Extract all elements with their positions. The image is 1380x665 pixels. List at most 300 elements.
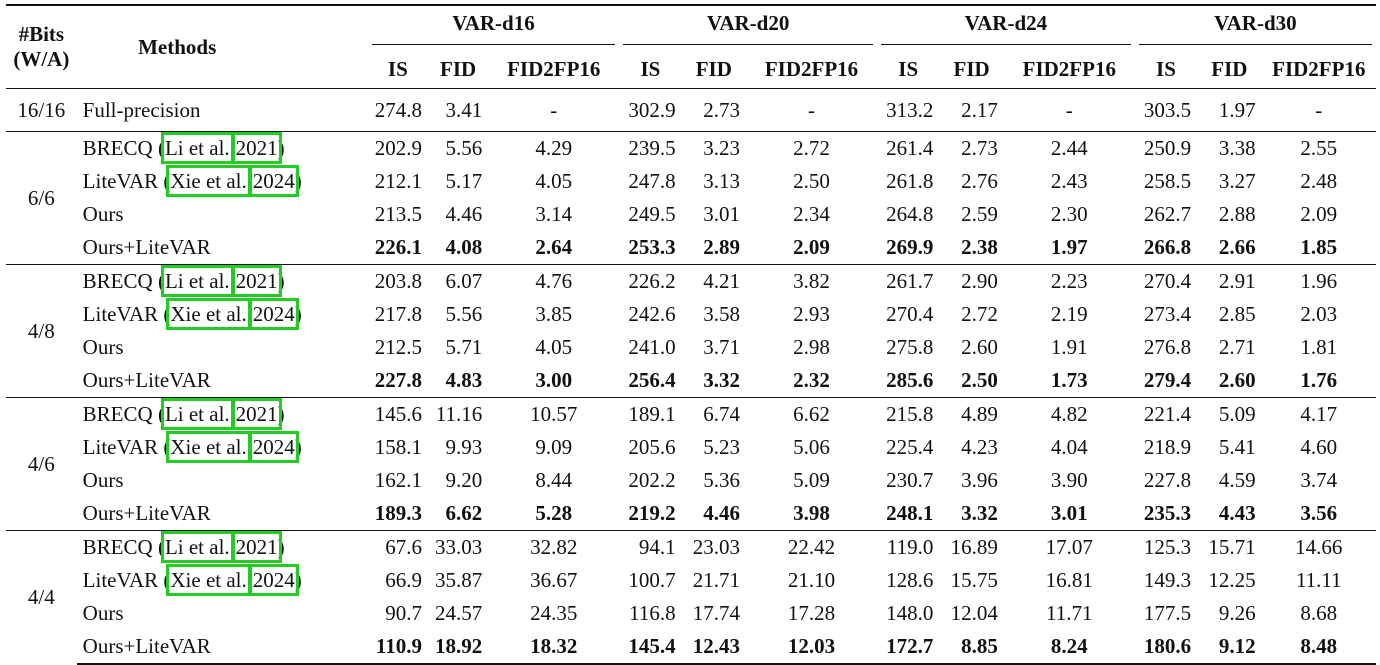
value-cell: 227.8 bbox=[1143, 468, 1192, 492]
citation-year-link[interactable]: 2021 bbox=[235, 535, 278, 559]
value-cell: 3.41 bbox=[428, 89, 488, 132]
metric-header: FID bbox=[695, 56, 732, 81]
value-cell: 4.59 bbox=[1218, 468, 1256, 492]
value-cell: 9.26 bbox=[1218, 601, 1256, 625]
value-cell: 1.96 bbox=[1262, 265, 1376, 299]
value-cell: 2.72 bbox=[746, 132, 877, 166]
value-cell: 10.57 bbox=[488, 398, 619, 432]
value-cell: 35.87 bbox=[435, 568, 483, 592]
metric-header: FID2FP16 bbox=[764, 56, 859, 81]
method-cell bbox=[77, 497, 368, 531]
value-cell: 313.2 bbox=[877, 89, 939, 132]
value-cell: 242.6 bbox=[628, 302, 676, 326]
value-cell: 2.09 bbox=[793, 235, 830, 259]
value-cell: 2.50 bbox=[961, 368, 998, 392]
value-cell: 9.12 bbox=[1197, 630, 1261, 664]
value-cell: 8.44 bbox=[535, 468, 573, 492]
value-cell: 1.97 bbox=[1197, 89, 1261, 132]
method-cell bbox=[77, 364, 368, 398]
value-cell: 247.8 bbox=[628, 169, 676, 193]
citation-author-link[interactable]: Xie et al. bbox=[170, 169, 247, 193]
value-cell: 11.11 bbox=[1295, 568, 1342, 592]
value-cell: 2.64 bbox=[535, 235, 573, 259]
value-cell: 17.07 bbox=[1004, 531, 1135, 565]
results-table-container bbox=[6, 4, 1376, 665]
value-cell: 5.36 bbox=[703, 468, 741, 492]
value-cell: 4.76 bbox=[488, 265, 619, 299]
value-cell: 235.3 bbox=[1143, 501, 1192, 525]
value-cell: 5.28 bbox=[535, 501, 573, 525]
value-cell: 189.1 bbox=[619, 398, 681, 432]
value-cell: 4.43 bbox=[1218, 501, 1256, 525]
value-cell: 3.00 bbox=[535, 368, 573, 392]
value-cell: 3.32 bbox=[703, 368, 741, 392]
methods-header: Methods bbox=[77, 5, 368, 89]
quantization-results-table bbox=[6, 4, 1376, 665]
value-cell: 1.91 bbox=[1050, 335, 1088, 359]
method-name: Ours bbox=[82, 202, 124, 226]
value-cell: 302.9 bbox=[619, 89, 681, 132]
citation-year-link[interactable]: 2021 bbox=[235, 269, 278, 293]
value-cell: 67.6 bbox=[368, 531, 428, 565]
value-cell: 18.92 bbox=[428, 630, 488, 664]
group-header-label: VAR-d30 bbox=[1139, 11, 1372, 45]
value-cell: 3.82 bbox=[746, 265, 877, 299]
method-name: Ours bbox=[82, 601, 124, 625]
metric-header: FID2FP16 bbox=[1022, 56, 1116, 81]
value-cell: 1.76 bbox=[1300, 368, 1338, 392]
value-cell: 270.4 bbox=[1135, 265, 1197, 299]
value-cell: 212.5 bbox=[374, 335, 422, 359]
value-cell: 253.3 bbox=[628, 235, 676, 259]
value-cell: 2.03 bbox=[1300, 302, 1338, 326]
value-cell: 248.1 bbox=[886, 501, 934, 525]
value-cell: 149.3 bbox=[1143, 568, 1192, 592]
table-row bbox=[6, 431, 1376, 464]
value-cell: 116.8 bbox=[629, 601, 676, 625]
value-cell: 24.57 bbox=[435, 601, 483, 625]
citation-author-link[interactable]: Li et al. bbox=[164, 136, 230, 160]
value-cell: 158.1 bbox=[374, 435, 422, 459]
value-cell: 3.96 bbox=[961, 468, 998, 492]
value-cell: 1.73 bbox=[1050, 368, 1088, 392]
value-cell: 261.8 bbox=[886, 169, 934, 193]
metric-header: FID2FP16 bbox=[1272, 56, 1366, 81]
value-cell: 2.76 bbox=[961, 169, 998, 193]
value-cell: 9.93 bbox=[445, 435, 483, 459]
value-cell: 4.83 bbox=[445, 368, 483, 392]
method-cell: Full-precision bbox=[77, 89, 368, 132]
bits-header-sub: (W/A) bbox=[13, 47, 70, 71]
value-cell: 16.89 bbox=[939, 531, 1003, 565]
method-name: Ours bbox=[82, 335, 124, 359]
value-cell: 12.25 bbox=[1208, 568, 1256, 592]
metric-header: FID bbox=[953, 56, 990, 81]
value-cell: 2.91 bbox=[1197, 265, 1261, 299]
value-cell: 258.5 bbox=[1143, 169, 1192, 193]
value-cell: - bbox=[1262, 89, 1376, 132]
value-cell: 17.74 bbox=[692, 601, 741, 625]
value-cell: 2.48 bbox=[1300, 169, 1338, 193]
value-cell: 2.23 bbox=[1004, 265, 1135, 299]
value-cell: 8.68 bbox=[1300, 601, 1338, 625]
value-cell: 276.8 bbox=[1143, 335, 1192, 359]
value-cell: 2.55 bbox=[1262, 132, 1376, 166]
value-cell: 189.3 bbox=[374, 501, 422, 525]
value-cell: 4.08 bbox=[445, 235, 483, 259]
value-cell: 5.71 bbox=[445, 335, 483, 359]
value-cell: 2.44 bbox=[1004, 132, 1135, 166]
value-cell: 145.4 bbox=[619, 630, 681, 664]
bits-header bbox=[6, 5, 77, 89]
group-header-label: VAR-d24 bbox=[881, 11, 1131, 45]
metric-header: FID2FP16 bbox=[507, 56, 601, 81]
value-cell: 2.17 bbox=[939, 89, 1003, 132]
method-cell: LiteVAR (Xie et al. 2024) bbox=[82, 169, 302, 193]
value-cell: 285.6 bbox=[886, 368, 934, 392]
value-cell: 262.7 bbox=[1143, 202, 1192, 226]
value-cell: 4.82 bbox=[1004, 398, 1135, 432]
value-cell: 226.2 bbox=[619, 265, 681, 299]
value-cell: 4.21 bbox=[682, 265, 746, 299]
value-cell: 4.46 bbox=[703, 501, 741, 525]
value-cell: 4.29 bbox=[488, 132, 619, 166]
value-cell: 8.85 bbox=[939, 630, 1003, 664]
value-cell: 239.5 bbox=[619, 132, 681, 166]
value-cell: 8.48 bbox=[1262, 630, 1376, 664]
group-header-label: VAR-d16 bbox=[372, 11, 616, 45]
value-cell: 4.60 bbox=[1300, 435, 1338, 459]
value-cell: 94.1 bbox=[619, 531, 681, 565]
value-cell: 227.8 bbox=[374, 368, 422, 392]
value-cell: 256.4 bbox=[628, 368, 676, 392]
value-cell: 2.85 bbox=[1218, 302, 1256, 326]
value-cell: 128.6 bbox=[886, 568, 934, 592]
value-cell: 3.01 bbox=[1050, 501, 1088, 525]
citation-year-link[interactable]: 2024 bbox=[252, 568, 295, 592]
method-name: LiteVAR bbox=[82, 302, 159, 326]
method-cell: LiteVAR (Xie et al. 2024) bbox=[82, 302, 302, 326]
citation-author-link[interactable]: Li et al. bbox=[164, 269, 230, 293]
value-cell: 5.09 bbox=[1197, 398, 1261, 432]
value-cell: 2.93 bbox=[793, 302, 830, 326]
bits-cell: 6/6 bbox=[6, 132, 77, 265]
value-cell: 266.8 bbox=[1143, 235, 1192, 259]
value-cell: 2.73 bbox=[939, 132, 1003, 166]
value-cell: 226.1 bbox=[374, 235, 422, 259]
value-cell: 303.5 bbox=[1135, 89, 1197, 132]
value-cell: 3.38 bbox=[1197, 132, 1261, 166]
value-cell: 2.32 bbox=[793, 368, 830, 392]
value-cell: 8.24 bbox=[1004, 630, 1135, 664]
value-cell: - bbox=[1004, 89, 1135, 132]
value-cell: 2.38 bbox=[961, 235, 998, 259]
value-cell: 32.82 bbox=[488, 531, 619, 565]
value-cell: 249.5 bbox=[628, 202, 676, 226]
citation-author-link[interactable]: Xie et al. bbox=[170, 302, 247, 326]
value-cell: 21.71 bbox=[692, 568, 741, 592]
value-cell: 2.60 bbox=[961, 335, 998, 359]
value-cell: 2.72 bbox=[961, 302, 998, 326]
value-cell: 2.66 bbox=[1218, 235, 1256, 259]
method-name: BRECQ bbox=[82, 269, 153, 293]
value-cell: 180.6 bbox=[1135, 630, 1197, 664]
citation-author-link[interactable]: Xie et al. bbox=[170, 435, 247, 459]
value-cell: 3.23 bbox=[682, 132, 746, 166]
value-cell: - bbox=[488, 89, 619, 132]
value-cell: 221.4 bbox=[1135, 398, 1197, 432]
value-cell: 24.35 bbox=[530, 601, 578, 625]
value-cell: 4.89 bbox=[939, 398, 1003, 432]
value-cell: 2.34 bbox=[793, 202, 830, 226]
metric-header: FID bbox=[1211, 56, 1248, 81]
value-cell: 219.2 bbox=[628, 501, 676, 525]
bits-cell: 16/16 bbox=[6, 89, 77, 132]
value-cell: 261.7 bbox=[877, 265, 939, 299]
value-cell: 6.07 bbox=[428, 265, 488, 299]
value-cell: 162.1 bbox=[374, 468, 422, 492]
value-cell: 22.42 bbox=[746, 531, 877, 565]
method-name: Ours+LiteVAR bbox=[82, 368, 211, 392]
method-name: Ours+LiteVAR bbox=[82, 501, 211, 525]
table-row bbox=[6, 89, 1376, 132]
value-cell: 90.7 bbox=[385, 601, 422, 625]
group-header-var-d30 bbox=[1135, 5, 1376, 50]
value-cell: 12.43 bbox=[682, 630, 746, 664]
method-cell: BRECQ (Li et al. 2021) bbox=[77, 531, 368, 565]
value-cell: 119.0 bbox=[877, 531, 939, 565]
bits-cell: 4/4 bbox=[6, 531, 77, 665]
citation-author-link[interactable]: Li et al. bbox=[164, 402, 230, 426]
value-cell: 125.3 bbox=[1135, 531, 1197, 565]
value-cell: 172.7 bbox=[877, 630, 939, 664]
value-cell: 11.71 bbox=[1046, 601, 1093, 625]
value-cell: 5.09 bbox=[793, 468, 830, 492]
value-cell: - bbox=[746, 89, 877, 132]
group-header-var-d24 bbox=[877, 5, 1135, 50]
table-row bbox=[6, 398, 1376, 432]
metric-header: IS bbox=[387, 56, 408, 81]
value-cell: 21.10 bbox=[787, 568, 836, 592]
value-cell: 33.03 bbox=[428, 531, 488, 565]
value-cell: 4.17 bbox=[1262, 398, 1376, 432]
value-cell: 9.20 bbox=[445, 468, 483, 492]
value-cell: 2.73 bbox=[682, 89, 746, 132]
value-cell: 6.74 bbox=[682, 398, 746, 432]
method-name: Ours+LiteVAR bbox=[82, 634, 211, 658]
table-row bbox=[6, 165, 1376, 198]
method-cell bbox=[77, 464, 368, 497]
value-cell: 15.75 bbox=[950, 568, 998, 592]
table-row bbox=[6, 265, 1376, 299]
method-cell bbox=[77, 597, 368, 630]
group-header-label: VAR-d20 bbox=[623, 11, 873, 45]
value-cell: 18.32 bbox=[488, 630, 619, 664]
value-cell: 17.28 bbox=[787, 601, 836, 625]
bits-cell: 4/6 bbox=[6, 398, 77, 531]
method-cell bbox=[77, 198, 368, 231]
value-cell: 15.71 bbox=[1197, 531, 1261, 565]
value-cell: 3.13 bbox=[703, 169, 741, 193]
value-cell: 3.27 bbox=[1218, 169, 1256, 193]
value-cell: 2.89 bbox=[703, 235, 741, 259]
group-header-var-d16 bbox=[368, 5, 620, 50]
value-cell: 230.7 bbox=[886, 468, 934, 492]
method-name: LiteVAR bbox=[82, 568, 159, 592]
value-cell: 14.66 bbox=[1262, 531, 1376, 565]
method-cell: BRECQ (Li et al. 2021) bbox=[77, 398, 368, 432]
citation-author-link[interactable]: Xie et al. bbox=[170, 568, 247, 592]
metric-header: IS bbox=[1156, 56, 1176, 81]
value-cell: 5.23 bbox=[703, 435, 741, 459]
method-cell bbox=[77, 331, 368, 364]
value-cell: 110.9 bbox=[368, 630, 428, 664]
value-cell: 261.4 bbox=[877, 132, 939, 166]
value-cell: 5.06 bbox=[793, 435, 830, 459]
method-cell: BRECQ (Li et al. 2021) bbox=[77, 132, 368, 166]
value-cell: 4.04 bbox=[1050, 435, 1088, 459]
value-cell: 2.30 bbox=[1050, 202, 1088, 226]
value-cell: 12.04 bbox=[950, 601, 998, 625]
table-row bbox=[6, 464, 1376, 497]
value-cell: 2.90 bbox=[939, 265, 1003, 299]
method-name: LiteVAR bbox=[82, 169, 159, 193]
value-cell: 11.16 bbox=[428, 398, 488, 432]
citation-year-link[interactable]: 2021 bbox=[235, 136, 278, 160]
value-cell: 202.2 bbox=[628, 468, 676, 492]
value-cell: 218.9 bbox=[1143, 435, 1192, 459]
citation-year-link[interactable]: 2021 bbox=[235, 402, 278, 426]
metric-header: FID bbox=[440, 56, 477, 81]
group-header-var-d20 bbox=[619, 5, 877, 50]
metric-header: IS bbox=[640, 56, 661, 81]
value-cell: 2.98 bbox=[793, 335, 830, 359]
value-cell: 3.01 bbox=[703, 202, 741, 226]
method-cell bbox=[77, 231, 368, 265]
value-cell: 275.8 bbox=[886, 335, 934, 359]
table-row bbox=[6, 630, 1376, 664]
value-cell: 12.03 bbox=[746, 630, 877, 664]
table-row bbox=[6, 132, 1376, 166]
value-cell: 16.81 bbox=[1045, 568, 1093, 592]
value-cell: 2.19 bbox=[1050, 302, 1088, 326]
value-cell: 264.8 bbox=[886, 202, 934, 226]
value-cell: 1.97 bbox=[1050, 235, 1088, 259]
method-name: Ours bbox=[82, 468, 124, 492]
value-cell: 66.9 bbox=[385, 568, 422, 592]
value-cell: 4.23 bbox=[961, 435, 998, 459]
value-cell: 3.58 bbox=[703, 302, 741, 326]
table-row bbox=[6, 497, 1376, 531]
value-cell: 23.03 bbox=[682, 531, 746, 565]
method-cell bbox=[77, 630, 368, 664]
method-name: LiteVAR bbox=[82, 435, 159, 459]
value-cell: 1.81 bbox=[1300, 335, 1338, 359]
value-cell: 2.60 bbox=[1218, 368, 1256, 392]
value-cell: 279.4 bbox=[1143, 368, 1192, 392]
value-cell: 225.4 bbox=[886, 435, 934, 459]
value-cell: 6.62 bbox=[746, 398, 877, 432]
table-row bbox=[6, 198, 1376, 231]
value-cell: 241.0 bbox=[628, 335, 676, 359]
value-cell: 274.8 bbox=[368, 89, 428, 132]
value-cell: 4.46 bbox=[445, 202, 483, 226]
table-row bbox=[6, 364, 1376, 398]
value-cell: 215.8 bbox=[877, 398, 939, 432]
value-cell: 100.7 bbox=[628, 568, 676, 592]
value-cell: 3.74 bbox=[1300, 468, 1338, 492]
metric-header: IS bbox=[898, 56, 919, 81]
value-cell: 205.6 bbox=[628, 435, 676, 459]
value-cell: 3.14 bbox=[535, 202, 573, 226]
table-row bbox=[6, 597, 1376, 630]
value-cell: 36.67 bbox=[530, 568, 578, 592]
value-cell: 2.09 bbox=[1300, 202, 1338, 226]
value-cell: 273.4 bbox=[1143, 302, 1192, 326]
value-cell: 1.85 bbox=[1300, 235, 1338, 259]
method-cell: LiteVAR (Xie et al. 2024) bbox=[82, 435, 302, 459]
value-cell: 2.71 bbox=[1218, 335, 1256, 359]
value-cell: 4.05 bbox=[535, 335, 573, 359]
table-row bbox=[6, 331, 1376, 364]
value-cell: 217.8 bbox=[374, 302, 422, 326]
value-cell: 145.6 bbox=[368, 398, 428, 432]
value-cell: 3.98 bbox=[793, 501, 830, 525]
method-name: Ours+LiteVAR bbox=[82, 235, 211, 259]
value-cell: 3.85 bbox=[535, 302, 573, 326]
table-row bbox=[6, 564, 1376, 597]
table-row bbox=[6, 531, 1376, 565]
value-cell: 2.43 bbox=[1050, 169, 1088, 193]
value-cell: 2.88 bbox=[1218, 202, 1256, 226]
value-cell: 3.71 bbox=[703, 335, 741, 359]
value-cell: 4.05 bbox=[535, 169, 573, 193]
value-cell: 148.0 bbox=[886, 601, 934, 625]
method-name: BRECQ bbox=[82, 402, 153, 426]
citation-year-link[interactable]: 2024 bbox=[252, 435, 295, 459]
citation-year-link[interactable]: 2024 bbox=[252, 302, 295, 326]
bits-header-label: #Bits bbox=[18, 22, 65, 46]
value-cell: 2.50 bbox=[793, 169, 830, 193]
value-cell: 203.8 bbox=[368, 265, 428, 299]
value-cell: 212.1 bbox=[374, 169, 422, 193]
value-cell: 2.59 bbox=[961, 202, 998, 226]
value-cell: 5.56 bbox=[445, 302, 483, 326]
method-cell: LiteVAR (Xie et al. 2024) bbox=[82, 568, 302, 592]
value-cell: 202.9 bbox=[368, 132, 428, 166]
table-row bbox=[6, 231, 1376, 265]
bits-cell: 4/8 bbox=[6, 265, 77, 398]
method-name: BRECQ bbox=[82, 136, 153, 160]
value-cell: 6.62 bbox=[445, 501, 483, 525]
value-cell: 213.5 bbox=[374, 202, 422, 226]
value-cell: 5.17 bbox=[445, 169, 483, 193]
value-cell: 5.41 bbox=[1218, 435, 1256, 459]
value-cell: 3.56 bbox=[1300, 501, 1338, 525]
value-cell: 177.5 bbox=[1143, 601, 1192, 625]
value-cell: 250.9 bbox=[1135, 132, 1197, 166]
value-cell: 5.56 bbox=[428, 132, 488, 166]
value-cell: 270.4 bbox=[886, 302, 934, 326]
citation-author-link[interactable]: Li et al. bbox=[164, 535, 230, 559]
citation-year-link[interactable]: 2024 bbox=[252, 169, 295, 193]
value-cell: 3.32 bbox=[961, 501, 998, 525]
table-row bbox=[6, 298, 1376, 331]
value-cell: 269.9 bbox=[886, 235, 934, 259]
value-cell: 9.09 bbox=[535, 435, 573, 459]
method-name: BRECQ bbox=[82, 535, 153, 559]
method-cell: BRECQ (Li et al. 2021) bbox=[77, 265, 368, 299]
